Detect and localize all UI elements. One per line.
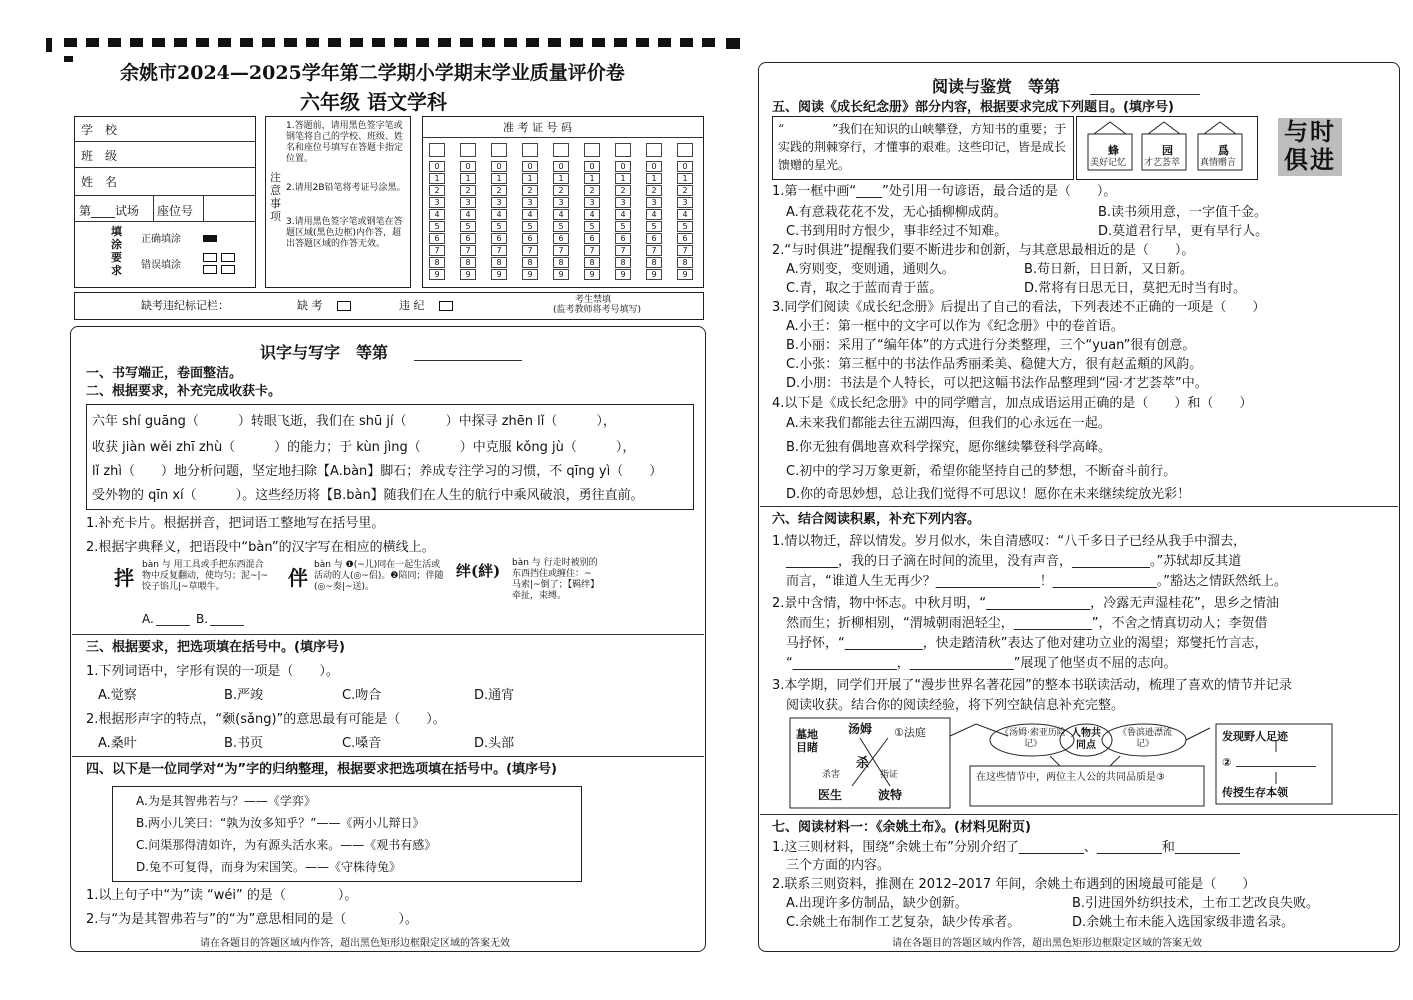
dict-char-2: 伴 <box>288 566 308 590</box>
notice-box <box>265 116 411 288</box>
card-line-4: 受外物的 qīn xí（ ）。这些经历将【B.bàn】随我们在人生的航行中乘风破浪，勇往直前。 <box>92 488 644 503</box>
q5-4-opt-d: D.你的奇思妙想，总让我们觉得不可思议！愿你在未来继续绽放光彩！ <box>786 487 1191 502</box>
exam-number-bubble[interactable]: 2 <box>584 185 600 196</box>
q7-2: 2.联系三则资料，推测在 2012–2017 年间，余姚土布遇到的困境最可能是（ ） <box>772 877 1256 892</box>
exam-number-bubble[interactable]: 6 <box>615 233 631 244</box>
q7-2-opt-d: D.余姚土布未能入选国家级非遗名录。 <box>1072 915 1295 930</box>
exam-number-bubble[interactable]: 5 <box>677 221 693 232</box>
map-survival: 传授生存本领 <box>1222 786 1288 799</box>
left-footer: 请在各题目的答题区域内作答，超出黑色矩形边框限定区域的答案无效 <box>200 938 510 949</box>
exam-subtitle: 六年级 语文学科 <box>300 90 447 114</box>
exam-number-write-cell[interactable] <box>522 143 538 157</box>
q5-2-opt-a: A.穷则变，变则通，通则久。 <box>786 262 955 277</box>
correct-fill-label: 正确填涂 <box>141 234 181 245</box>
exam-number-bubble[interactable]: 2 <box>460 185 476 196</box>
q5-1: 1.第一框中画“____”处引用一句谚语，最合适的是（ ）。 <box>772 184 1117 199</box>
q3-1-opt-a: A.觉察 <box>98 688 137 703</box>
exam-number-write-cell[interactable] <box>460 143 476 157</box>
answer-a-label: A. <box>142 612 154 626</box>
exam-number-bubble[interactable]: 0 <box>677 161 693 172</box>
exam-number-bubble[interactable]: 0 <box>584 161 600 172</box>
q2-title: 二、根据要求，补充完成收获卡。 <box>86 384 282 399</box>
exam-number-bubble[interactable]: 2 <box>615 185 631 196</box>
q5-3-opt-c: C.小张：第三框中的书法作品秀丽柔美、稳健大方，很有赵孟頫的风韵。 <box>786 357 1203 372</box>
q6-3-line-2: 阅读收获。结合你的阅读经验，将下列空缺信息补充完整。 <box>786 698 1125 713</box>
exam-number-bubble[interactable]: 1 <box>491 173 507 184</box>
exam-number-bubble[interactable]: 8 <box>522 257 538 268</box>
exam-number-bubble[interactable]: 7 <box>677 245 693 256</box>
exam-number-bubble[interactable]: 4 <box>460 209 476 220</box>
exam-number-bubble[interactable]: 3 <box>522 197 538 208</box>
q2-2: 2.根据字典释义，把语段中“bàn”的汉字写在相应的横线上。 <box>86 540 435 555</box>
exam-number-bubble[interactable]: 5 <box>646 221 662 232</box>
exam-title: 余姚市2024—2025学年第二学期小学期末学业质量评价卷 <box>120 62 625 84</box>
exam-number-bubble[interactable]: 0 <box>646 161 662 172</box>
exam-number-bubble[interactable]: 8 <box>677 257 693 268</box>
exam-number-bubble[interactable]: 0 <box>429 161 445 172</box>
map-quality: 在这些情节中，两位主人公的共同品质是③ <box>976 772 1165 783</box>
seat-label: 座位号 <box>157 204 194 218</box>
exam-number-bubble[interactable]: 0 <box>553 161 569 172</box>
exam-number-bubble[interactable]: 6 <box>646 233 662 244</box>
right-footer: 请在各题目的答题区域内作答，超出黑色矩形边框限定区域的答案无效 <box>892 938 1202 949</box>
exam-number-bubble[interactable]: 3 <box>553 197 569 208</box>
q5-3-opt-a: A.小王：第一框中的文字可以作为《纪念册》中的卷首语。 <box>786 319 1124 334</box>
q5-2-opt-d: D.常将有日思无日，莫把无时当有时。 <box>1024 281 1247 296</box>
q4-2: 2.与“为是其智弗若与”的“为”意思相同的是（ ）。 <box>86 912 418 927</box>
exam-number-bubble[interactable]: 7 <box>429 245 445 256</box>
q7-1-line-2: 三个方面的内容。 <box>786 858 891 873</box>
exam-number-bubble[interactable]: 4 <box>522 209 538 220</box>
exam-number-bubble[interactable]: 9 <box>429 269 445 280</box>
map-murder: 杀害 <box>822 770 841 780</box>
exam-number-write-cell[interactable] <box>677 143 693 157</box>
class-label: 班 级 <box>81 149 118 163</box>
notice-label: 注意事项 <box>270 171 281 223</box>
q4-item-d: D.兔不可复得，而身为宋国笑。——《守株待兔》 <box>136 860 402 874</box>
exam-number-bubble[interactable]: 8 <box>615 257 631 268</box>
map-cemetery: 墓地目睹 <box>796 728 818 754</box>
q5-title: 五、阅读《成长纪念册》部分内容，根据要求完成下列题目。(填序号) <box>772 100 1174 115</box>
exam-number-bubble[interactable]: 8 <box>584 257 600 268</box>
q1-title: 一、书写端正，卷面整洁。 <box>86 366 243 381</box>
card-line-2: 收获 jiàn wěi zhī zhù（ ）的能力；于 kùn jìng（ ）中克服 kǒng jù（ ）， <box>92 440 636 455</box>
exam-number-bubble[interactable]: 4 <box>553 209 569 220</box>
exam-number-label: 准 考 证 号 码 <box>503 121 572 134</box>
sign-3-char: 爲 <box>1218 144 1229 157</box>
exam-number-bubble[interactable]: 9 <box>553 269 569 280</box>
card-line-1: 六年 shí guāng（ ）转眼飞逝，我们在 shū jí（ ）中探寻 zhēn lǐ（ ）， <box>92 414 616 429</box>
exam-number-bubble[interactable]: 7 <box>584 245 600 256</box>
wrong-fill-label: 错误填涂 <box>141 260 181 271</box>
q3-2-opt-a: A.桑叶 <box>98 736 137 751</box>
q6-1-line-1: 1.情以物迁，辞以情发。岁月似水，朱自清感叹：“八千多日子已经从我手中溜去， <box>772 534 1247 549</box>
exam-number-bubble[interactable]: 8 <box>646 257 662 268</box>
answer-b-label: B. <box>196 612 209 626</box>
exam-number-bubble[interactable]: 3 <box>584 197 600 208</box>
q6-2-line-3: 马抒怀，“____________，快走踏清秋”表达了他对建功立业的渴望；郑燮托竹言志， <box>786 636 1268 651</box>
exam-number-bubble[interactable]: 2 <box>677 185 693 196</box>
violation-label: 违 纪 <box>399 299 425 312</box>
q3-1: 1.下列词语中，字形有误的一项是（ ）。 <box>86 664 339 679</box>
q7-2-opt-b: B.引进国外纺织技术，土布工艺改良失败。 <box>1072 896 1320 911</box>
staff-only-label: 考生禁填 <box>575 295 612 305</box>
dict-def-3: bàn 与 行走时被别的东西挡住或缠住：~马索|~倒了；【羁绊】牵扯，束缚。 <box>512 558 598 601</box>
map-kill: 杀 <box>856 756 870 771</box>
q6-2-line-1: 2.景中含情，物中怀志。中秋月明，“________________，冷露无声湿桂花”，思乡之情油 <box>772 596 1279 611</box>
exam-number-bubble[interactable]: 6 <box>491 233 507 244</box>
sign-2-char: 园 <box>1162 144 1173 157</box>
exam-number-bubble[interactable]: 1 <box>677 173 693 184</box>
q6-1-line-2: ________，我的日子滴在时间的流里，没有声音，____________。”苏轼却反其道 <box>786 554 1242 569</box>
exam-number-bubble[interactable]: 5 <box>584 221 600 232</box>
room-label: 第____试场 <box>79 204 140 218</box>
exam-number-bubble[interactable]: 5 <box>429 221 445 232</box>
exam-number-bubble[interactable]: 0 <box>460 161 476 172</box>
exam-number-bubble[interactable]: 7 <box>460 245 476 256</box>
q7-title: 七、阅读材料一：《余姚土布》。(材料见附页) <box>772 820 1031 835</box>
q5-4: 4.以下是《成长纪念册》中的同学赠言，加点成语运用正确的是（ ）和（ ） <box>772 396 1253 411</box>
q6-2-line-4: “________________，________________”展现了他坚贞不屈的志向。 <box>786 656 1177 671</box>
q5-frame-text: “ ”我们在知识的山峡攀登，方知书的重要；于实践的荆棘穿行，才懂事的艰难。这些印记，皆是成长馈赠的星光。 <box>778 122 1067 172</box>
exam-number-bubble[interactable]: 7 <box>491 245 507 256</box>
q6-3-line-1: 3.本学期，同学们开展了“漫步世界名著花园”的整本书联读活动，梳理了喜欢的情节并记录 <box>772 678 1292 693</box>
section-title-reading: 阅读与鉴赏 等第 <box>932 77 1061 96</box>
calligraphy-motto: 与时俱进 <box>1278 118 1342 176</box>
sign-1-text: 美好记忆 <box>1090 158 1127 168</box>
staff-note: (监考教师将考号填写) <box>553 305 642 315</box>
exam-number-bubble[interactable]: 1 <box>460 173 476 184</box>
exam-number-bubble[interactable]: 9 <box>584 269 600 280</box>
q5-4-opt-c: C.初中的学习万象更新，希望你能坚持自己的梦想，不断奋斗前行。 <box>786 464 1177 479</box>
exam-number-bubble[interactable]: 5 <box>553 221 569 232</box>
answer-b-blank[interactable] <box>210 625 244 626</box>
corner-mark <box>64 56 73 62</box>
exam-number-bubble[interactable]: 0 <box>491 161 507 172</box>
dict-def-1: bàn 与 用工具或手把东西混合物中反复翻动，使均匀；泥~|~饺子馅儿|~草喂牛。 <box>142 560 269 592</box>
q5-4-opt-b: B.你无独有偶地喜欢科学探究，愿你继续攀登科学高峰。 <box>786 440 1112 455</box>
exam-number-bubble[interactable]: 9 <box>646 269 662 280</box>
q5-1-opt-a: A.有意栽花花不发，无心插柳柳成荫。 <box>786 205 1007 220</box>
wrong-fill-sample-3 <box>203 265 217 274</box>
q3-2: 2.根据形声字的特点，“颡(sǎng)”的意思最有可能是（ ）。 <box>86 712 446 727</box>
section-title-writing: 识字与写字 等第 <box>260 343 389 362</box>
notice-item-3: 3.请用黑色签字笔或钢笔在答题区域(黑色边框)内作答，超出答题区域的作答无效。 <box>286 217 403 249</box>
q5-1-opt-d: D.莫道君行早，更有早行人。 <box>1098 224 1269 239</box>
map-testify: 指证 <box>880 770 899 780</box>
exam-number-bubble[interactable]: 1 <box>615 173 631 184</box>
sign-1-char: 蜂 <box>1108 144 1119 157</box>
exam-number-bubble[interactable]: 9 <box>615 269 631 280</box>
map-blank-2-line[interactable] <box>1236 766 1316 767</box>
q7-1-line-1: 1.这三则材料，围绕“余姚土布”分别介绍了__________、__________和__________ <box>772 840 1240 855</box>
exam-number-bubble[interactable]: 3 <box>615 197 631 208</box>
exam-number-bubble[interactable]: 3 <box>646 197 662 208</box>
q4-title: 四、以下是一位同学对“为”字的归纳整理，根据要求把选项填在括号中。(填序号) <box>86 762 557 777</box>
school-label: 学 校 <box>81 123 118 137</box>
q5-2: 2.“与时俱进”提醒我们要不断进步和创新，与其意思最相近的是（ ）。 <box>772 243 1195 258</box>
exam-number-bubble[interactable]: 8 <box>460 257 476 268</box>
q4-item-c: C.问渠那得清如许，为有源头活水来。——《观书有感》 <box>136 838 437 852</box>
exam-number-bubble[interactable]: 0 <box>522 161 538 172</box>
exam-number-bubble[interactable]: 7 <box>553 245 569 256</box>
sign-3-text: 真情赠言 <box>1200 158 1237 168</box>
exam-number-bubble[interactable]: 7 <box>522 245 538 256</box>
exam-number-bubble[interactable]: 2 <box>491 185 507 196</box>
absence-label: 缺考违纪标记栏： <box>141 299 229 312</box>
map-book-tom: 《汤姆·索亚历险记》 <box>1000 728 1066 749</box>
exam-number-bubble[interactable]: 6 <box>522 233 538 244</box>
sign-2-text: 才艺荟萃 <box>1144 158 1181 168</box>
q3-2-opt-b: B.书页 <box>224 736 264 751</box>
exam-number-bubble[interactable]: 4 <box>584 209 600 220</box>
exam-number-bubble[interactable]: 5 <box>522 221 538 232</box>
absent-label: 缺 考 <box>297 299 323 312</box>
dict-char-3: 绊(絆) <box>456 562 501 580</box>
exam-number-bubble[interactable]: 9 <box>460 269 476 280</box>
exam-number-bubble[interactable]: 2 <box>553 185 569 196</box>
exam-number-bubble[interactable]: 2 <box>429 185 445 196</box>
q5-2-opt-c: C.青，取之于蓝而青于蓝。 <box>786 281 943 296</box>
exam-number-bubble[interactable]: 6 <box>429 233 445 244</box>
exam-number-bubble[interactable]: 5 <box>491 221 507 232</box>
q7-2-opt-a: A.出现许多仿制品，缺少创新。 <box>786 896 968 911</box>
exam-number-bubble[interactable]: 4 <box>429 209 445 220</box>
exam-number-bubble[interactable]: 4 <box>491 209 507 220</box>
wrong-fill-sample-4 <box>221 265 235 274</box>
notice-item-1: 1.答题前，请用黑色签字笔或钢笔将自己的学校、班级、姓名和座位号填写在答题卡指定位置。 <box>286 121 404 164</box>
card-line-3: lǐ zhì（ ）地分析问题，坚定地扫除【A.bàn】脚石；养成专注学习的习惯，不 qīng yì（ ） <box>92 464 663 479</box>
q3-1-opt-d: D.通宵 <box>474 688 515 703</box>
exam-number-bubble[interactable]: 1 <box>646 173 662 184</box>
q4-1: 1.以上句子中“为”读 “wéi” 的是（ ）。 <box>86 888 358 903</box>
timing-marks <box>46 38 742 50</box>
exam-number-bubble[interactable]: 4 <box>646 209 662 220</box>
student-info-box <box>74 116 256 288</box>
q2-1: 1.补充卡片。根据拼音，把词语工整地写在括号里。 <box>86 516 385 531</box>
name-label: 姓 名 <box>81 175 118 189</box>
map-book-crusoe: 《鲁滨逊漂流记》 <box>1117 728 1172 749</box>
exam-number-box <box>422 116 704 288</box>
dict-def-2: bàn 与 ❶(~儿)同在一起生活或活动的人(◎~侣)。❷陪同；伴随(◎~奏|~送)。 <box>314 560 444 592</box>
exam-number-write-cell[interactable] <box>429 143 445 157</box>
q5-3: 3.同学们阅读《成长纪念册》后提出了自己的看法，下列表述不正确的一项是（ ） <box>772 300 1266 315</box>
exam-number-bubble[interactable]: 6 <box>553 233 569 244</box>
exam-number-bubble[interactable]: 8 <box>429 257 445 268</box>
q3-2-opt-c: C.嗓音 <box>342 736 382 751</box>
q3-2-opt-d: D.头部 <box>474 736 515 751</box>
exam-number-bubble[interactable]: 4 <box>677 209 693 220</box>
exam-number-bubble[interactable]: 7 <box>646 245 662 256</box>
exam-number-bubble[interactable]: 3 <box>460 197 476 208</box>
notice-item-2: 2.请用2B铅笔将考证号涂黑。 <box>286 183 406 193</box>
exam-number-bubble[interactable]: 5 <box>460 221 476 232</box>
exam-number-bubble[interactable]: 9 <box>491 269 507 280</box>
map-tom: 汤姆 <box>848 722 873 736</box>
exam-number-bubble[interactable]: 3 <box>677 197 693 208</box>
exam-number-bubble[interactable]: 8 <box>553 257 569 268</box>
exam-number-bubble[interactable]: 2 <box>646 185 662 196</box>
dict-char-1: 拌 <box>114 566 134 590</box>
exam-number-bubble[interactable]: 7 <box>615 245 631 256</box>
answer-a-blank[interactable] <box>156 625 190 626</box>
absence-bar <box>74 292 704 320</box>
wrong-fill-sample-1 <box>203 253 217 262</box>
exam-number-bubble[interactable]: 9 <box>677 269 693 280</box>
q3-1-opt-c: C.吻合 <box>342 688 382 703</box>
map-potter: 波特 <box>878 788 903 802</box>
exam-number-bubble[interactable]: 2 <box>522 185 538 196</box>
exam-number-bubble[interactable]: 5 <box>615 221 631 232</box>
q6-title: 六、结合阅读积累，补充下列内容。 <box>772 512 981 527</box>
violation-checkbox[interactable] <box>439 301 453 311</box>
q5-2-opt-b: B.苟日新，日日新，又日新。 <box>1024 262 1194 277</box>
exam-number-write-cell[interactable] <box>553 143 569 157</box>
exam-number-bubble[interactable]: 8 <box>491 257 507 268</box>
exam-number-write-cell[interactable] <box>584 143 600 157</box>
exam-number-bubble[interactable]: 3 <box>491 197 507 208</box>
exam-number-bubble[interactable]: 6 <box>677 233 693 244</box>
map-court: ①法庭 <box>894 726 926 739</box>
map-blank-2: ② <box>1222 756 1232 769</box>
q6-1-line-3: 而言，“谁道人生无再少？________________！________________。”豁达之情跃然纸上。 <box>786 574 1287 589</box>
q5-1-opt-b: B.读书须用意，一字值千金。 <box>1098 205 1268 220</box>
q3-1-opt-b: B.严竣 <box>224 688 264 703</box>
map-doctor: 医生 <box>818 788 843 802</box>
exam-number-write-cell[interactable] <box>491 143 507 157</box>
exam-number-bubble[interactable]: 1 <box>553 173 569 184</box>
map-common: 人物共同点 <box>1071 728 1101 751</box>
exam-number-write-cell[interactable] <box>646 143 662 157</box>
exam-number-bubble[interactable]: 0 <box>615 161 631 172</box>
q7-2-opt-c: C.余姚土布制作工艺复杂，缺少传承者。 <box>786 915 1021 930</box>
q5-1-opt-c: C.书到用时方恨少，事非经过不知难。 <box>786 224 1008 239</box>
q5-3-opt-d: D.小朋：书法是个人特长，可以把这幅书法作品整理到“园·才艺荟萃”中。 <box>786 376 1208 391</box>
wrong-fill-sample-2 <box>221 253 235 262</box>
exam-number-bubble[interactable]: 1 <box>522 173 538 184</box>
q3-title: 三、根据要求，把选项填在括号中。(填序号) <box>86 640 345 655</box>
exam-number-bubble[interactable]: 6 <box>584 233 600 244</box>
fill-rule-label: 填涂要求 <box>111 225 122 277</box>
exam-number-bubble[interactable]: 4 <box>615 209 631 220</box>
exam-number-write-cell[interactable] <box>615 143 631 157</box>
correct-fill-sample <box>203 235 217 242</box>
q5-3-opt-b: B.小丽：采用了“编年体”的方式进行分类整理，三个“yuan”很有创意。 <box>786 338 1196 353</box>
q5-4-opt-a: A.未来我们都能去往五湖四海，但我们的心永远在一起。 <box>786 416 1111 431</box>
absent-checkbox[interactable] <box>337 301 351 311</box>
q4-item-a: A.为是其智弗若与？——《学弈》 <box>136 794 316 808</box>
exam-number-bubble[interactable]: 9 <box>522 269 538 280</box>
map-footprints: 发现野人足迹 <box>1222 730 1288 743</box>
exam-number-bubble[interactable]: 3 <box>429 197 445 208</box>
q4-item-b: B.两小儿笑曰：“孰为汝多知乎？”——《两小儿辩日》 <box>136 816 425 830</box>
exam-number-bubble[interactable]: 1 <box>429 173 445 184</box>
q6-2-line-2: 然而生；折柳相别，“渭城朝雨浥轻尘，____________”，不舍之情真切动人；李贺借 <box>786 616 1268 631</box>
exam-number-bubble[interactable]: 1 <box>584 173 600 184</box>
exam-number-bubble[interactable]: 6 <box>460 233 476 244</box>
